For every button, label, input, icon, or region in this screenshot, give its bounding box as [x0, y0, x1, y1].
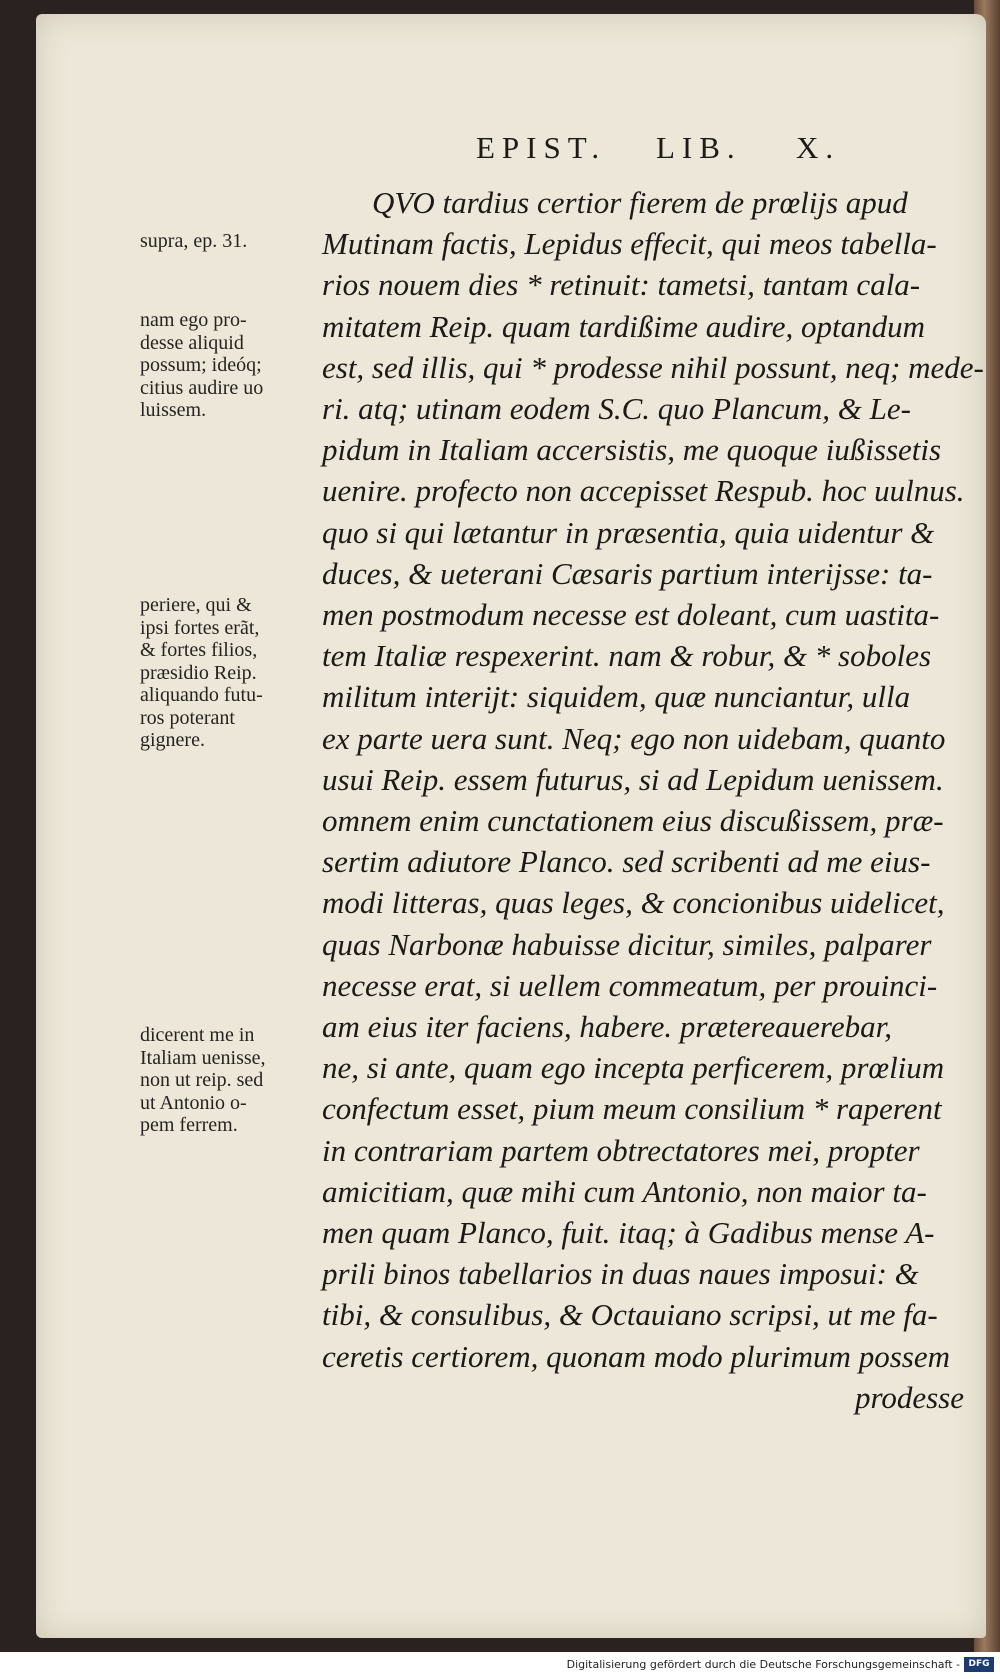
- margin-note-line: citius audire uo: [140, 376, 264, 399]
- text-line: ex parte uera sunt. Neq; ego non uidebam, quanto: [322, 720, 946, 756]
- margin-note-line: Italiam uenisse,: [140, 1046, 266, 1069]
- margin-note-line: nam ego pro-: [140, 309, 247, 331]
- text-line: in contrariam partem obtrectatores mei, propter: [322, 1132, 920, 1168]
- text-line: uenire. profecto non accepisset Respub. hoc uulnus.: [322, 473, 965, 509]
- main-text: [322, 182, 982, 1418]
- text-line: pidum in Italiam accersistis, me quoque iußissetis: [322, 432, 942, 468]
- text-line: ceretis certiorem, quonam modo plurimum possem: [322, 1338, 950, 1374]
- margin-note-line: præsidio Reip.: [140, 661, 257, 684]
- margin-note-line: supra, ep. 31.: [140, 230, 248, 252]
- text-line: prili binos tabellarios in duas naues imposui: &: [322, 1256, 919, 1292]
- text-line: militum interijt: siquidem, quæ nunciantur, ulla: [322, 679, 911, 715]
- footer-credit: Digitalisierung gefördert durch die Deutsche Forschungsgemeinschaft -: [566, 1658, 960, 1671]
- margin-note-line: luissem.: [140, 399, 207, 421]
- margin-note-4: [140, 1024, 320, 1137]
- margin-note-line: aliquando futu-: [140, 684, 263, 706]
- margin-note-line: non ut reip. sed: [140, 1069, 264, 1091]
- text-line: am eius iter faciens, habere. prætereauerebar,: [322, 1009, 892, 1045]
- text-line: mitatem Reip. quam tardißime audire, optandum: [322, 308, 926, 344]
- footer-bar: [0, 1652, 1000, 1679]
- margin-note-line: ipsi fortes erãt,: [140, 616, 260, 639]
- margin-note-3: [140, 594, 320, 752]
- header-book-number: X.: [796, 130, 841, 165]
- text-line: tibi, & consulibus, & Octauiano scripsi, ut me fa-: [322, 1297, 938, 1333]
- text-line: QVO tardius certior fierem de prœlijs apud: [372, 185, 908, 220]
- text-line: omnem enim cunctationem eius discußissem, præ-: [322, 803, 944, 839]
- catchword: prodesse: [854, 1379, 964, 1415]
- text-line: quas Narbonæ habuisse dicitur, similes, palparer: [322, 926, 932, 962]
- margin-note-2: [140, 309, 320, 422]
- text-line: ri. atq; utinam eodem S.C. quo Plancum, & Le-: [322, 391, 911, 427]
- text-line: confectum esset, pium meum consilium * raperent: [322, 1091, 942, 1127]
- text-line: necesse erat, si uellem commeatum, per prouinci-: [322, 967, 938, 1003]
- text-line: Mutinam factis, Lepidus effecit, qui meos tabella-: [322, 226, 937, 262]
- margin-note-line: pem ferrem.: [140, 1114, 238, 1136]
- text-line: men quam Planco, fuit. itaq; à Gadibus mense A-: [322, 1215, 935, 1251]
- text-line: ne, si ante, quam ego incepta perficerem, prœlium: [322, 1050, 945, 1086]
- margin-note-line: dicerent me in: [140, 1024, 255, 1046]
- text-line: duces, & ueterani Cæsaris partium interijsse: ta-: [322, 555, 933, 591]
- dfg-logo: DFG: [964, 1657, 994, 1672]
- margin-note-line: desse aliquid: [140, 331, 244, 354]
- header-epist: EPIST.: [476, 130, 607, 165]
- margin-note-line: & fortes filios,: [140, 639, 258, 661]
- text-line: quo si qui lætantur in præsentia, quia uidentur &: [322, 514, 935, 550]
- text-line: modi litteras, quas leges, & concionibus uidelicet,: [322, 885, 945, 921]
- margin-note-line: periere, qui &: [140, 594, 252, 616]
- text-line: men postmodum necesse est doleant, cum uastita-: [322, 597, 940, 633]
- text-line: tem Italiæ respexerint. nam & robur, & * soboles: [322, 638, 932, 674]
- text-line: rios nouem dies * retinuit: tametsi, tantam cala-: [322, 267, 921, 303]
- margin-note-line: ros poterant: [140, 706, 235, 729]
- margin-note-line: gignere.: [140, 729, 205, 751]
- text-line: amicitiam, quæ mihi cum Antonio, non maior ta-: [322, 1173, 927, 1209]
- header-lib: LIB.: [656, 130, 742, 165]
- margin-note-line: ut Antonio o-: [140, 1091, 247, 1114]
- margin-note-line: possum; ideóq;: [140, 354, 262, 376]
- book-page: [36, 14, 986, 1638]
- margin-note-1: [140, 230, 320, 253]
- text-line: sertim adiutore Planco. sed scribenti ad me eius-: [322, 844, 931, 880]
- text-line: est, sed illis, qui * prodesse nihil possunt, neq; mede-: [322, 349, 984, 385]
- text-line: usui Reip. essem futurus, si ad Lepidum uenissem.: [322, 761, 944, 797]
